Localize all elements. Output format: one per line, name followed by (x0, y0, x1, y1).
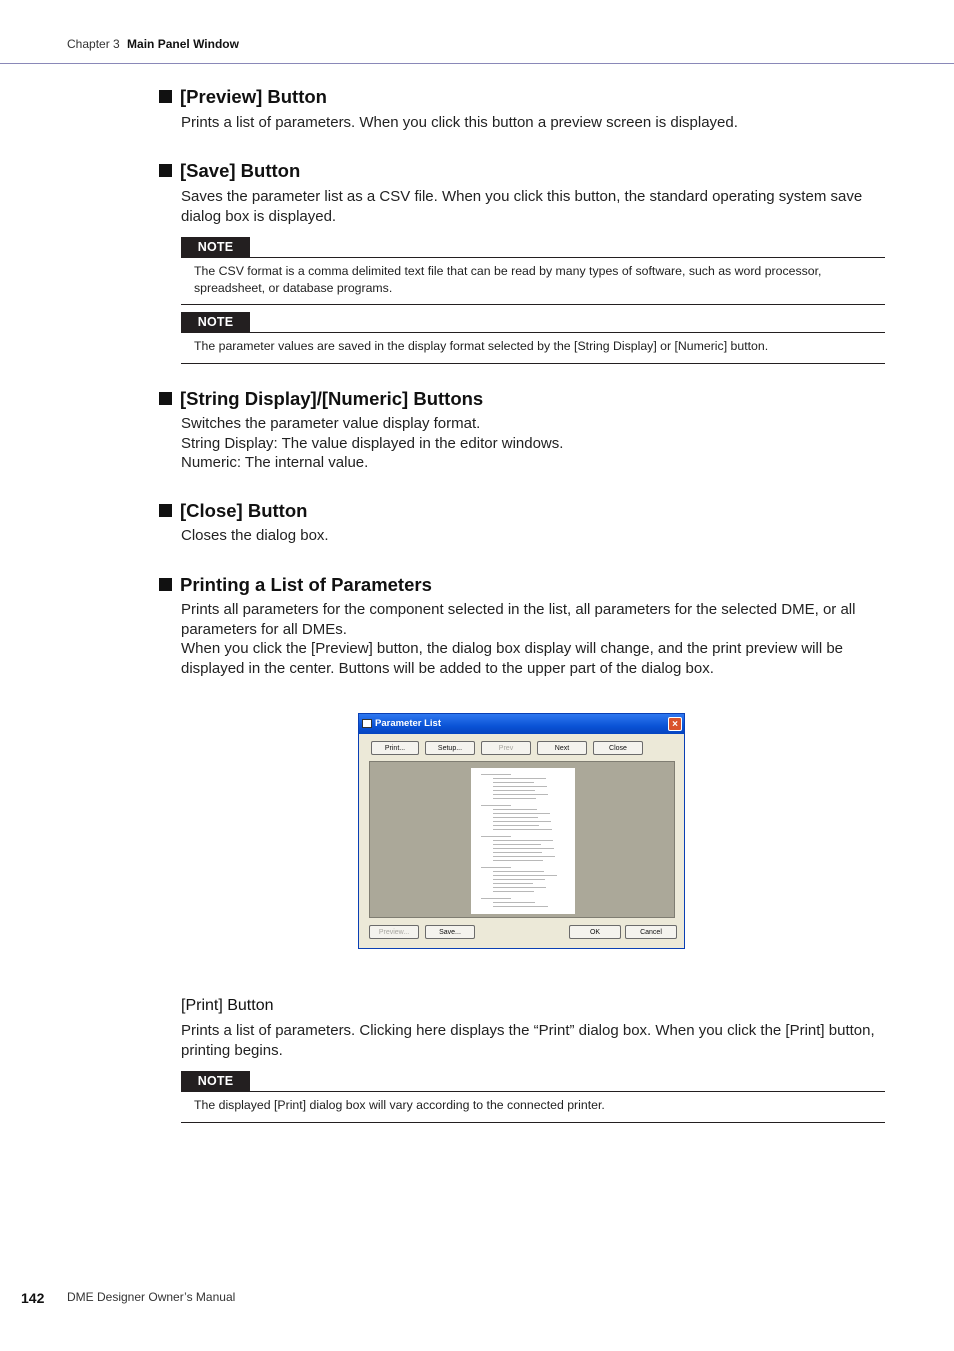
preview-text-line (493, 813, 550, 814)
print-button-description: Prints a list of parameters. Clicking here displays the “Print” dialog box. When you click the [Print] button, printing begins. (181, 1022, 875, 1059)
section-heading-save: [Save] Button (159, 160, 300, 182)
square-bullet-icon (159, 504, 172, 517)
preview-text-line (493, 879, 545, 880)
preview-text-line (493, 821, 551, 822)
cancel-button[interactable]: Cancel (625, 925, 677, 939)
note-display-format (181, 312, 885, 364)
square-bullet-icon (159, 578, 172, 591)
preview-text-line (493, 860, 543, 861)
print-button[interactable]: Print... (371, 741, 419, 755)
square-bullet-icon (159, 164, 172, 177)
preview-text-line (493, 871, 544, 872)
next-button[interactable]: Next (537, 741, 587, 755)
section-body-close: Closes the dialog box. (181, 527, 329, 544)
note-text: The CSV format is a comma delimited text file that can be read by many types of software, such as word processor, spreadsheet, or database programs. (181, 258, 885, 305)
close-icon[interactable]: × (668, 717, 682, 731)
note-print-dialog (181, 1071, 885, 1123)
preview-text-line (481, 805, 511, 806)
preview-text-line (493, 848, 554, 849)
preview-text-line (493, 852, 542, 853)
preview-text-line (493, 856, 555, 857)
chapter-title: Main Panel Window (127, 37, 239, 51)
dialog-close-button[interactable]: Close (593, 741, 643, 755)
chapter-label: Chapter 3 (67, 37, 120, 51)
section-body-string-numeric: Switches the parameter value display format. String Display: The value displayed in the editor windows. Numeric: The internal value. (181, 415, 564, 471)
ok-button[interactable]: OK (569, 925, 621, 939)
manual-title: DME Designer Owner’s Manual (67, 1290, 236, 1304)
preview-text-line (493, 798, 536, 799)
note-tag: NOTE (181, 237, 250, 257)
section-body-save: Saves the parameter list as a CSV file. When you click this button, the standard operating system save dialog box is displayed. (181, 188, 863, 225)
header-rule (0, 63, 954, 64)
section-body-printing: Prints all parameters for the component selected in the list, all parameters for the selected DME, or all parameters for all DMEs. When you click the [Preview] button, the dialog box display will change, and the print preview will be displayed in the center. Buttons will be added to the upper part of the dialog box. (181, 601, 856, 677)
note-tag: NOTE (181, 312, 250, 332)
save-button[interactable]: Save... (425, 925, 475, 939)
page-number: 142 (21, 1290, 45, 1306)
preview-text-line (493, 825, 539, 826)
preview-text-line (493, 794, 548, 795)
subheading-print-button: [Print] Button (181, 997, 274, 1014)
preview-text-line (493, 891, 534, 892)
dialog-title: Parameter List (375, 718, 442, 729)
note-text: The displayed [Print] dialog box will vary according to the connected printer. (181, 1092, 885, 1123)
square-bullet-icon (159, 90, 172, 103)
preview-text-line (493, 906, 548, 907)
preview-text-line (493, 883, 533, 884)
section-heading-printing: Printing a List of Parameters (159, 574, 432, 596)
preview-text-line (493, 844, 541, 845)
setup-button[interactable]: Setup... (425, 741, 475, 755)
preview-text-line (481, 774, 511, 775)
print-preview-area (369, 761, 675, 918)
note-text: The parameter values are saved in the display format selected by the [String Display] or [Numeric] button. (181, 333, 885, 364)
section-heading-string-numeric: [String Display]/[Numeric] Buttons (159, 388, 483, 410)
note-csv-format (181, 237, 885, 305)
section-heading-close: [Close] Button (159, 500, 307, 522)
dialog-titlebar (359, 714, 684, 734)
preview-text-line (493, 887, 546, 888)
preview-text-line (493, 902, 535, 903)
running-header (67, 37, 239, 51)
preview-page (471, 768, 575, 914)
parameter-list-dialog (358, 713, 685, 949)
preview-text-line (481, 898, 511, 899)
section-heading-preview: [Preview] Button (159, 86, 327, 108)
window-icon (362, 719, 372, 728)
prev-button[interactable]: Prev (481, 741, 531, 755)
preview-text-line (493, 782, 534, 783)
note-tag: NOTE (181, 1071, 250, 1091)
preview-button[interactable]: Preview... (369, 925, 419, 939)
preview-text-line (481, 836, 511, 837)
section-body-preview: Prints a list of parameters. When you click this button a preview screen is displayed. (181, 114, 738, 131)
preview-text-line (493, 786, 547, 787)
preview-text-line (493, 829, 552, 830)
preview-text-line (493, 840, 553, 841)
preview-text-line (493, 809, 537, 810)
square-bullet-icon (159, 392, 172, 405)
preview-text-line (493, 790, 535, 791)
preview-text-line (481, 867, 511, 868)
preview-text-line (493, 875, 557, 876)
preview-text-line (493, 778, 546, 779)
preview-text-line (493, 817, 538, 818)
